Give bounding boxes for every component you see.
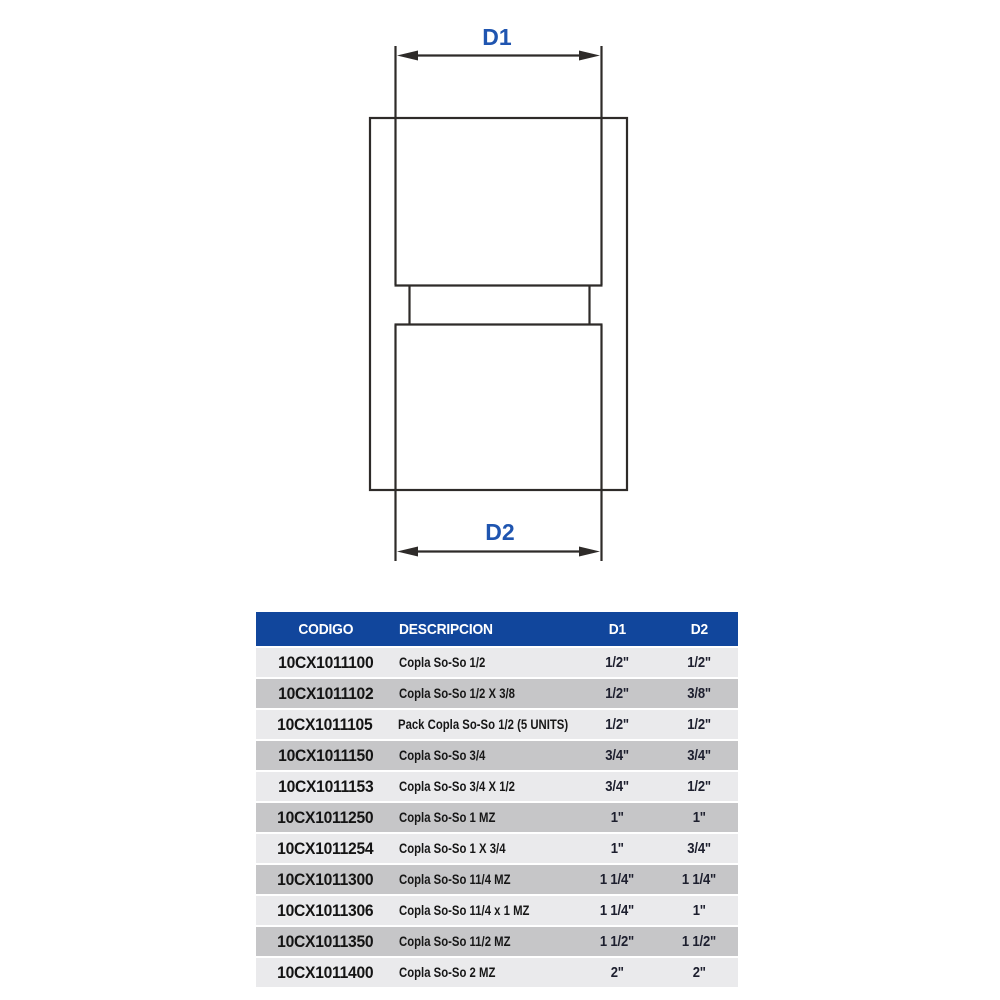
descripcion-value: Pack Copla So-So 1/2 (5 UNITS) (398, 717, 569, 732)
d2-value: 3/4" (687, 840, 712, 857)
cell-d2 (661, 748, 738, 764)
table-header-row (256, 612, 738, 646)
descripcion-value: Copla So-So 3/4 (398, 748, 486, 763)
header-codigo-label: CODIGO (297, 620, 353, 638)
d1-value: 3/4" (605, 747, 629, 764)
d1-value: 2" (610, 964, 624, 981)
cell-d2 (661, 779, 738, 795)
header-d1 (573, 621, 660, 638)
codigo-value: 10CX1011153 (277, 776, 374, 796)
descripcion-value: Copla So-So 1/2 (398, 655, 486, 670)
header-d1-label: D1 (608, 620, 626, 638)
d1-arrow-right (579, 51, 600, 61)
cell-d1 (573, 655, 660, 671)
cell-codigo (256, 684, 395, 704)
product-spec-table (256, 612, 738, 989)
codigo-value: 10CX1011250 (277, 807, 374, 827)
cell-descripcion (395, 965, 574, 980)
codigo-value: 10CX1011105 (277, 714, 373, 734)
cell-descripcion (395, 872, 574, 887)
cell-d2 (661, 841, 738, 857)
cell-descripcion (394, 717, 574, 732)
codigo-value: 10CX1011100 (277, 652, 374, 672)
d1-arrow-left (397, 51, 418, 61)
d1-value: 3/4" (605, 778, 629, 795)
codigo-value: 10CX1011150 (277, 745, 374, 765)
table-row (256, 648, 738, 677)
cell-codigo (256, 746, 395, 766)
cell-d1 (573, 903, 660, 919)
cell-descripcion (395, 903, 574, 918)
cell-codigo (256, 715, 394, 735)
d1-value: 1 1/4" (599, 902, 635, 919)
cell-d2 (661, 655, 738, 671)
table-row (256, 927, 738, 956)
codigo-value: 10CX1011254 (277, 838, 374, 858)
cell-descripcion (395, 841, 574, 856)
cell-d2 (661, 903, 738, 919)
table-row (256, 741, 738, 770)
cell-codigo (256, 963, 395, 983)
table-row (256, 772, 738, 801)
cell-d1 (573, 686, 660, 702)
cell-d2 (661, 810, 738, 826)
cell-codigo (256, 870, 395, 890)
d2-value: 1/2" (687, 716, 712, 733)
d1-value: 1 1/4" (599, 871, 635, 888)
d2-value: 1 1/2" (682, 933, 717, 950)
cell-d2 (661, 686, 738, 702)
d2-value: 3/4" (687, 747, 712, 764)
descripcion-value: Copla So-So 11/2 MZ (398, 934, 511, 949)
header-d2 (661, 621, 738, 638)
codigo-value: 10CX1011306 (277, 900, 374, 920)
d2-value: 1/2" (687, 654, 712, 671)
table-row (256, 896, 738, 925)
d1-value: 1" (610, 809, 624, 826)
descripcion-value: Copla So-So 3/4 X 1/2 (398, 779, 515, 794)
d1-value: 1/2" (605, 716, 630, 733)
cell-codigo (256, 653, 395, 673)
cell-codigo (256, 901, 395, 921)
d1-value: 1" (610, 840, 624, 857)
cell-d1 (573, 965, 660, 981)
d2-dimension-label: D2 (485, 519, 515, 545)
descripcion-value: Copla So-So 1 X 3/4 (398, 841, 506, 856)
cell-d2 (661, 965, 738, 981)
d2-arrow-right (579, 547, 600, 557)
header-descripcion (395, 621, 574, 638)
d2-arrow-left (397, 547, 418, 557)
cell-d1 (573, 934, 660, 950)
d2-value: 1" (692, 809, 706, 826)
cell-descripcion (395, 686, 574, 701)
codigo-value: 10CX1011400 (277, 962, 374, 982)
cell-d1 (574, 717, 661, 733)
cell-descripcion (395, 655, 574, 670)
cell-d2 (661, 934, 738, 950)
cell-d1 (573, 872, 660, 888)
cell-d1 (573, 810, 660, 826)
table-row (256, 865, 738, 894)
cell-codigo (256, 932, 395, 952)
codigo-value: 10CX1011102 (277, 683, 374, 703)
cell-d2 (661, 717, 738, 733)
descripcion-value: Copla So-So 11/4 x 1 MZ (398, 903, 530, 918)
descripcion-value: Copla So-So 11/4 MZ (398, 872, 511, 887)
cell-d1 (573, 748, 660, 764)
codigo-value: 10CX1011300 (277, 869, 374, 889)
header-d2-label: D2 (690, 620, 708, 638)
d1-dimension-label: D1 (482, 24, 512, 50)
d1-value: 1/2" (605, 654, 629, 671)
cell-descripcion (395, 934, 574, 949)
cell-descripcion (395, 810, 574, 825)
d2-value: 1/2" (687, 778, 712, 795)
d2-value: 2" (692, 964, 706, 981)
d2-value: 3/8" (687, 685, 712, 702)
d1-value: 1 1/2" (599, 933, 635, 950)
table-row (256, 834, 738, 863)
header-descripcion-label: DESCRIPCION (398, 620, 493, 638)
descripcion-value: Copla So-So 1/2 X 3/8 (398, 686, 515, 701)
cell-codigo (256, 777, 395, 797)
cell-descripcion (395, 748, 574, 763)
descripcion-value: Copla So-So 2 MZ (398, 965, 496, 980)
d2-value: 1 1/4" (682, 871, 717, 888)
table-row (256, 958, 738, 987)
cell-d1 (573, 841, 660, 857)
cell-d2 (661, 872, 738, 888)
cell-descripcion (395, 779, 574, 794)
d1-value: 1/2" (605, 685, 629, 702)
header-codigo (256, 621, 395, 638)
cell-d1 (573, 779, 660, 795)
codigo-value: 10CX1011350 (277, 931, 374, 951)
table-row (256, 679, 738, 708)
descripcion-value: Copla So-So 1 MZ (398, 810, 496, 825)
cell-codigo (256, 808, 395, 828)
table-row (256, 803, 738, 832)
d2-value: 1" (692, 902, 706, 919)
table-row (256, 710, 738, 739)
cell-codigo (256, 839, 395, 859)
